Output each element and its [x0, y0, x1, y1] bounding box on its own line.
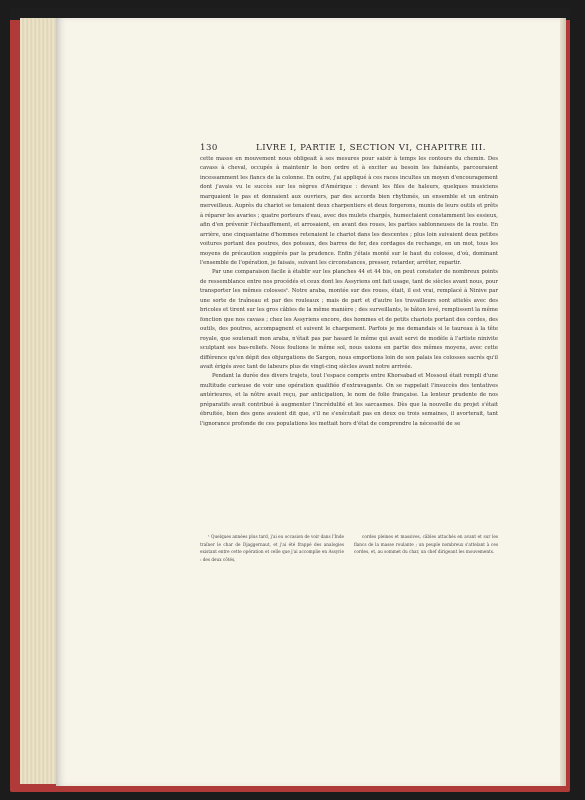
footnote-column: [354, 533, 498, 564]
paragraph: Pendant la durée des divers trajets, tout l'espace compris entre Khorsabad et Mossoul était rempli d'une multitude curieuse de voir une opération qualifiée d'extravagante. On se rappelait l'insuccès des tentatives antérieures, et la nôtre avait reçu, par anticipation, le nom de folie française. La lenteur prudente de nos préparatifs avait contribué à augmenter l'incrédulité et les sarcasmes. Dès que la nouvelle du projet s'était ébruitée, bien des gens avaient dit que, s'il ne s'exécutait pas en deux ou trois semaines, il avorterait, tant l'ignorance profonde de ces populations les mettait hors d'état de comprendre la nécessité de se: [200, 373, 498, 427]
page-edge: [560, 18, 566, 786]
footnote-text: cordes pleines et massives, câbles attachés en avant et sur les flancs de la masse roulante ; un peuple nombreux s'attelant à ces cordes, et, au sommet du char, un chef dirigeant les mouvements.: [354, 534, 498, 555]
running-title: LIVRE I, PARTIE I, SECTION VI, CHAPITRE III.: [256, 143, 486, 153]
running-header: [200, 143, 500, 155]
main-text: [200, 155, 498, 429]
page-number: 130: [200, 143, 218, 153]
footnote-text: ¹ Quelques années plus tard, j'ai eu occasion de voir dans l'Inde traîner le char de Djaggernaut, et j'ai été frappé des analogies existant entre cette opération et celle que j'ai accomplie en Assyrie : des deux côtés,: [200, 534, 344, 563]
paragraph: Par une comparaison facile à établir sur les planches 44 et 44 bis, on peut constater de nombreux points de ressemblance entre nos procédés et ceux dont les Assyriens ont fait usage, tant de siècles avant nous, pour transporter les mêmes colosses¹. Notre araba, montée sur des roues, était, il est vrai, remplacé à Ninive par une sorte de traîneau et par des rouleaux ; mais de part et d'autre les travailleurs sont attelés avec des bricoles et tirent sur les gros câbles de la même manière ; des surveillants, le bâton levé, remplissent la même fonction que nos cavass ; chez les Assyriens encore, des hommes et de petits chariots portant des cordes, des outils, des poutres, accompagnent et suivent le chargement. Parfois je me demandais si le taureau à la tête royale, que soutenait mon araba, n'était pas par hasard le même qui avait servi de modèle à l'artiste ninivite sculptant ses bas-reliefs. Nous foulions le même sol, nous usions en partie des mêmes moyens, avec cette différence qu'en dépit des objurgations de Sargon, nous emportions loin de son palais les colosses sacrés qu'il avait érigés avec tant de labeurs plus de vingt-cinq siècles avant notre arrivée.: [200, 269, 498, 370]
footnote-column: [200, 533, 344, 564]
footnotes: [200, 533, 498, 564]
paragraph: cette masse en mouvement nous obligeait à ses mesures pour saisir à temps les contours du chemin. Des cavass à cheval, occupés à maintenir le bon ordre et à exciter au besoin les fainéants, parcouraient incessamment les flancs de la colonne. En outre, j'ai appliqué à ces races incultes un moyen d'encouragement dont j'avais vu le succès sur les nègres d'Amérique : devant les files de haleurs, quelques musiciens marquaient le pas et donnaient aux ouvriers, par des accords bien rhythmés, un ensemble et un entrain merveilleux. Auprès du chariot se tenaient deux charpentiers et deux forgerons, munis de leurs outils et prêts à réparer les avaries ; quatre porteurs d'eau, avec des mulets chargés, humectaient constamment les essieux, afin d'en prévenir l'échauffement, et arrosaient, en avant des roues, les parties sablonneuses de la route. En arrière, une cinquantaine d'hommes retenaient le chariot dans les descentes ; plus loin suivaient deux petites voitures portant des poutres, des poteaux, des barres de fer, des cordages de rechange, en un mot, tous les moyens de précaution suggérés par la prudence. Enfin j'étais monté sur le haut du colosse, d'où, dominant l'ensemble de l'opération, je faisais, suivant les circonstances, presser, retarder, arrêter, repartir.: [200, 156, 498, 266]
page-stack: [20, 18, 57, 784]
